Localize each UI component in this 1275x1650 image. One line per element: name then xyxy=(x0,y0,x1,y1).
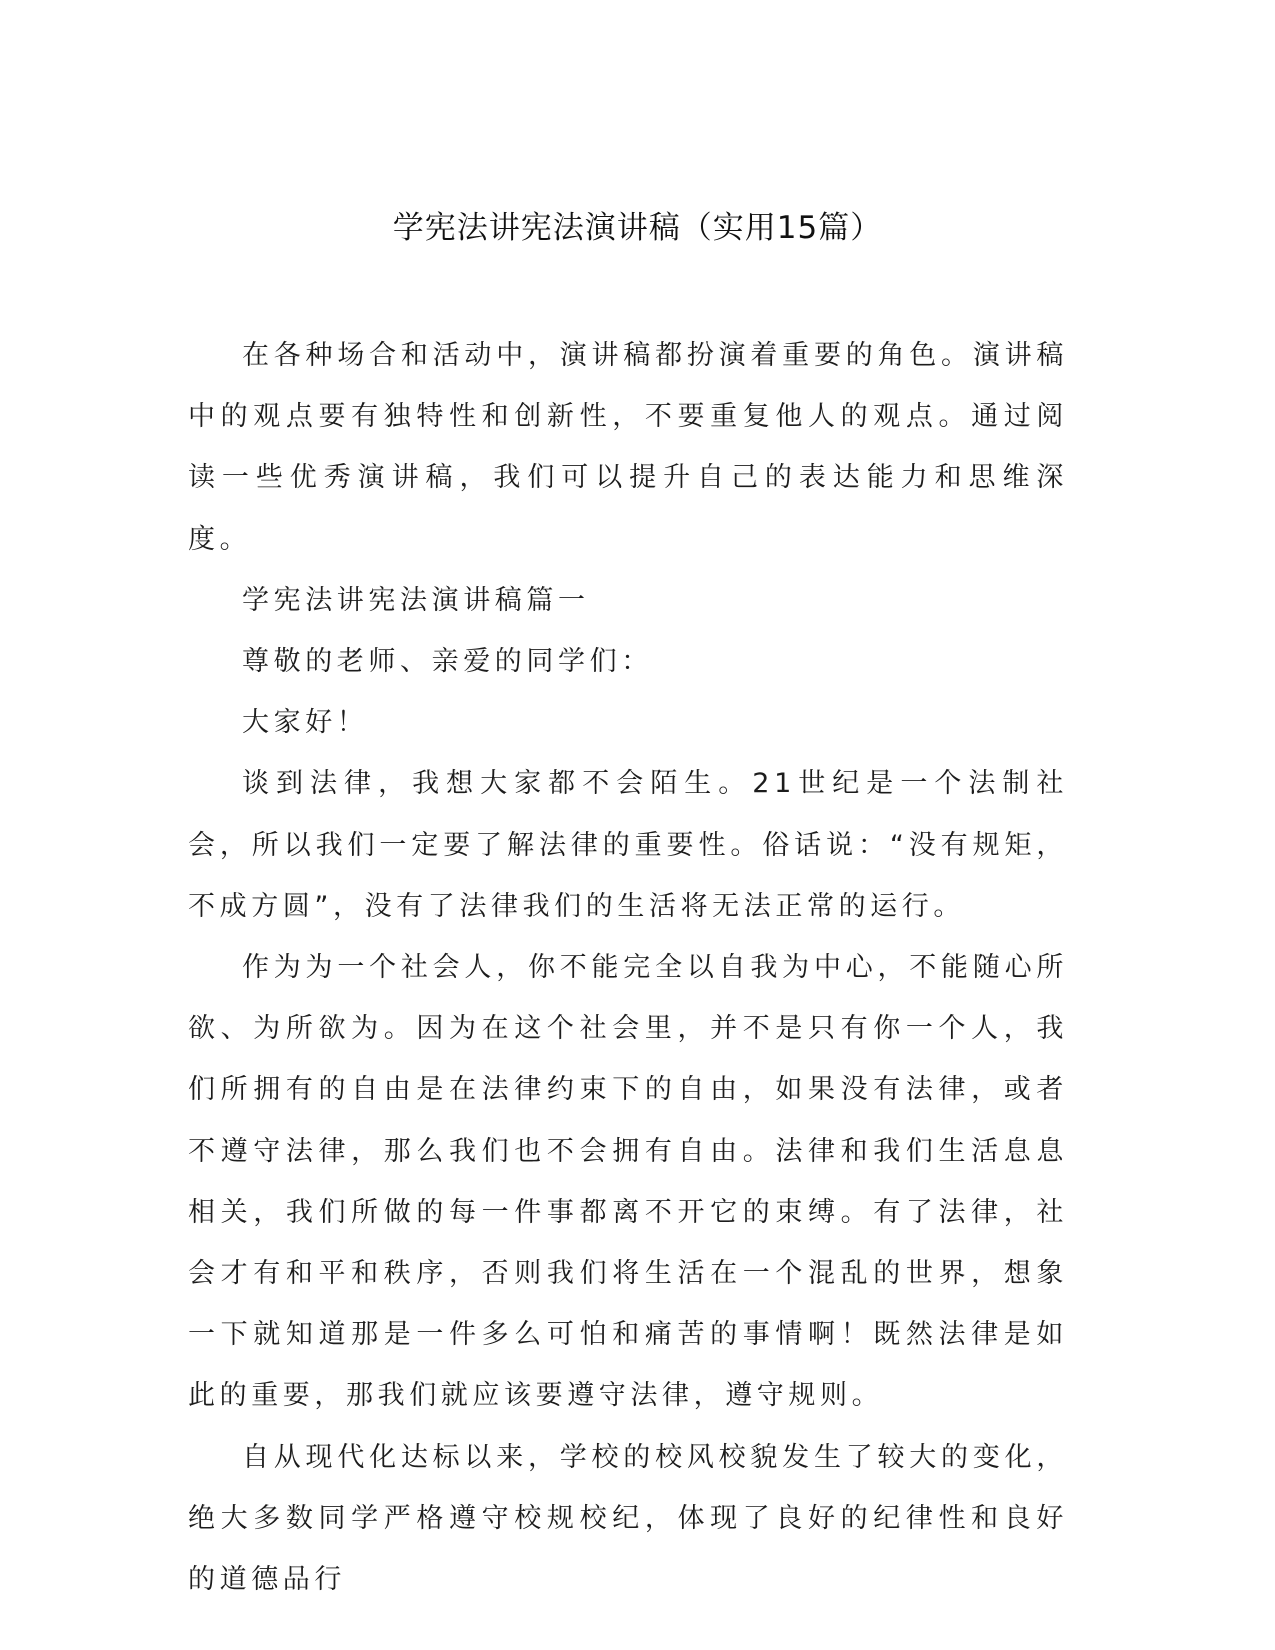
document-body xyxy=(188,325,1068,1610)
intro-paragraph: 在各种场合和活动中，演讲稿都扮演着重要的角色。演讲稿中的观点要有独特性和创新性，不要重复他人的观点。通过阅读一些优秀演讲稿，我们可以提升自己的表达能力和思维深度。 xyxy=(188,340,1068,555)
document-title: 学宪法讲宪法演讲稿（实用15篇） xyxy=(392,210,883,246)
body-paragraph: 谈到法律，我想大家都不会陌生。21世纪是一个法制社会，所以我们一定要了解法律的重要性。俗话说：“没有规矩，不成方圆”，没有了法律我们的生活将无法正常的运行。 xyxy=(188,768,1068,922)
body-paragraph: 作为为一个社会人，你不能完全以自我为中心，不能随心所欲、为所欲为。因为在这个社会里，并不是只有你一个人，我们所拥有的自由是在法律约束下的自由，如果没有法律，或者不遵守法律，那么我们也不会拥有自由。法律和我们生活息息相关，我们所做的每一件事都离不开它的束缚。有了法律，社会才有和平和秩序，否则我们将生活在一个混乱的世界，想象一下就知道那是一件多么可怕和痛苦的事情啊！既然法律是如此的重要，那我们就应该要遵守法律，遵守规则。 xyxy=(188,952,1068,1412)
body-paragraph: 自从现代化达标以来，学校的校风校貌发生了较大的变化，绝大多数同学严格遵守校规校纪，体现了良好的纪律性和良好的道德品行 xyxy=(188,1441,1068,1596)
section-heading: 学宪法讲宪法演讲稿篇一 xyxy=(242,584,590,616)
greeting: 大家好！ xyxy=(242,707,369,739)
salutation: 尊敬的老师、亲爱的同学们： xyxy=(242,646,653,678)
